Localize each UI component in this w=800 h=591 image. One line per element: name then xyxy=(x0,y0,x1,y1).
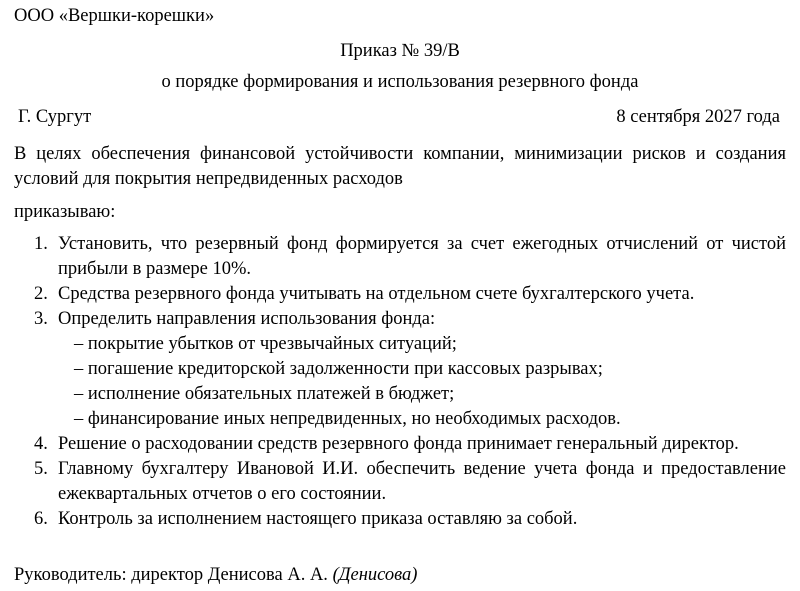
order-date: 8 сентября 2027 года xyxy=(616,107,780,127)
item-text: Контроль за исполнением настоящего приказа оставляю за собой. xyxy=(58,509,578,529)
item-text: Главному бухгалтеру Ивановой И.И. обеспечить ведение учета фонда и предоставление ежеквартальных отчетов о его состоянии. xyxy=(58,459,786,504)
manager-label: Руководитель: директор Денисова А. А. xyxy=(14,565,328,585)
order-item xyxy=(14,282,786,307)
item-text: Решение о расходовании средств резервного фонда принимает генеральный директор. xyxy=(58,434,739,454)
item-text: Определить направления использования фонда: xyxy=(58,309,436,329)
order-item xyxy=(14,507,786,532)
fund-uses-list xyxy=(58,332,786,432)
fund-use-item: – финансирование иных непредвиденных, но необходимых расходов. xyxy=(74,409,621,429)
fund-use-item: – покрытие убытков от чрезвычайных ситуаций; xyxy=(74,334,457,354)
fund-use-item: – погашение кредиторской задолженности при кассовых разрывах; xyxy=(74,359,603,379)
signature-line xyxy=(14,563,417,588)
order-item xyxy=(14,232,786,282)
signature: (Денисова) xyxy=(332,565,418,585)
item-number: 1. xyxy=(34,234,48,254)
item-number: 5. xyxy=(34,459,48,479)
preamble: В целях обеспечения финансовой устойчивости компании, минимизации рисков и создания условий для покрытия непредвиденных расходов xyxy=(14,144,786,189)
item-number: 3. xyxy=(34,309,48,329)
city: Г. Сургут xyxy=(18,107,92,127)
orders-word: приказываю: xyxy=(14,202,116,222)
order-items xyxy=(14,232,786,532)
organization-name: ООО «Вершки-корешки» xyxy=(14,6,215,26)
item-text: Установить, что резервный фонд формируется за счет ежегодных отчислений от чистой прибыли в размере 10%. xyxy=(58,234,786,279)
item-text: Средства резервного фонда учитывать на отдельном счете бухгалтерского учета. xyxy=(58,284,695,304)
order-item xyxy=(14,432,786,457)
item-number: 2. xyxy=(34,284,48,304)
order-subject: о порядке формирования и использования резервного фонда xyxy=(161,72,639,92)
order-item xyxy=(14,307,786,432)
fund-use-item: – исполнение обязательных платежей в бюджет; xyxy=(74,384,455,404)
order-item xyxy=(14,457,786,507)
item-number: 4. xyxy=(34,434,48,454)
item-number: 6. xyxy=(34,509,48,529)
order-number: Приказ № 39/В xyxy=(340,41,460,61)
